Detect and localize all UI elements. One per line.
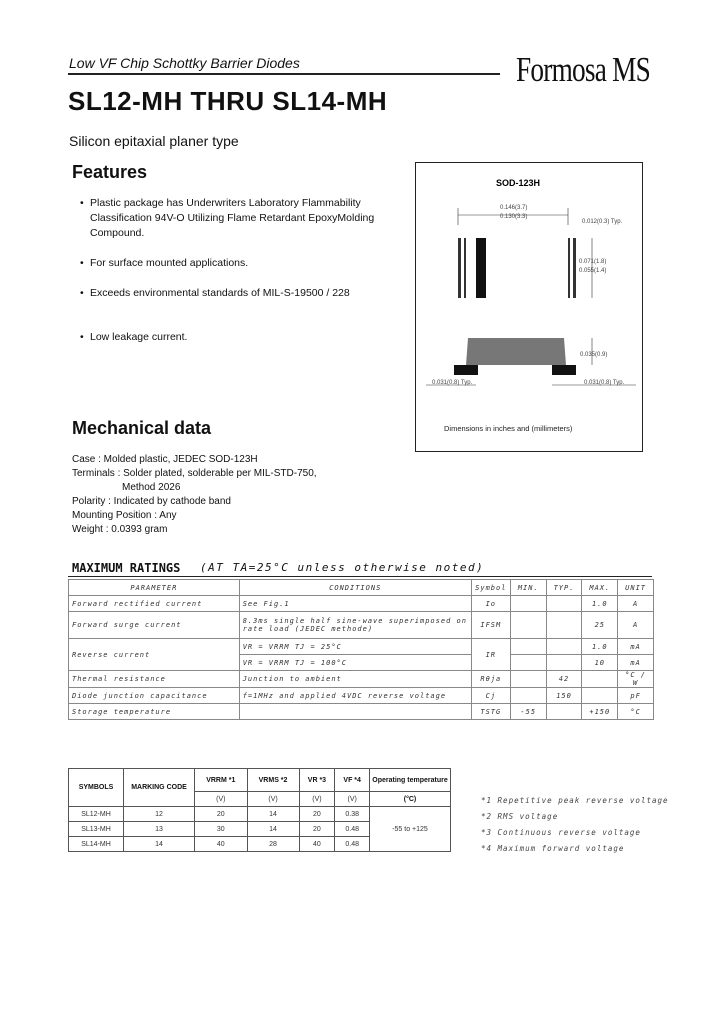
dim-width-max: 0.071(1.8) [579, 259, 607, 265]
dim-width-min: 0.055(1.4) [579, 268, 607, 274]
page-subtitle: Silicon epitaxial planer type [69, 133, 239, 149]
footnote: *1 Repetitive peak reverse voltage [481, 796, 669, 805]
header-rule [68, 73, 500, 75]
mech-line: Case : Molded plastic, JEDEC SOD-123H [72, 454, 258, 465]
package-drawing-box [415, 162, 643, 452]
table-row: Forward surge current 8.3ms single half sine-wave superimposed on rate load (JEDEC methode) IFSM 25 A [69, 612, 654, 639]
feature-item: • Plastic package has Underwriters Laboratory Flammability Classification 94V-O Utilizing Flame Retardant EpoxyMolding Compound. [90, 196, 380, 241]
package-name: SOD-123H [496, 178, 541, 188]
table-row: VR = VRRM TJ = 100°C 10 mA [69, 655, 654, 671]
mechanical-heading: Mechanical data [72, 418, 212, 438]
feature-item: • For surface mounted applications. [90, 256, 380, 271]
dim-lead-left: 0.031(0.8) Typ. [432, 380, 473, 386]
page-title: SL12-MH THRU SL14-MH [68, 86, 388, 116]
table-row: SL13-MH 13 30 14 20 0.48 [69, 822, 451, 837]
mech-line: Method 2026 [122, 482, 181, 493]
footnote: *2 RMS voltage [481, 812, 559, 821]
doc-subtitle: Low VF Chip Schottky Barrier Diodes [69, 55, 300, 71]
table-row: Thermal resistance Junction to ambient Rθja 42 °C / W [69, 671, 654, 688]
table-row: Reverse current VR = VRRM TJ = 25°C IR 1.0 mA [69, 639, 654, 655]
table-header-row: SYMBOLS MARKING CODE VRRM *1 VRMS *2 VR *3 VF *4 Operating temperature [69, 769, 451, 792]
brand-logo: Formosa MS [516, 50, 651, 89]
table-row: Storage temperature TSTG -55 +150 °C [69, 704, 654, 720]
max-ratings-note: (AT TA=25°C unless otherwise noted) [200, 561, 485, 574]
mech-line: Terminals : Solder plated, solderable per MIL-STD-750, [72, 468, 317, 479]
dim-thickness: 0.035(0.9) [580, 352, 608, 358]
mech-line: Weight : 0.0393 gram [72, 524, 168, 535]
max-ratings-title: MAXIMUM RATINGS [72, 561, 181, 575]
table-row: SL14-MH 14 40 28 40 0.48 [69, 837, 451, 852]
max-ratings-rule [68, 576, 652, 577]
dim-lead-right: 0.031(0.8) Typ. [584, 380, 625, 386]
table-row: SL12-MH 12 20 14 20 0.38 -55 to +125 [69, 807, 451, 822]
max-ratings-table [68, 579, 654, 720]
table-units-row: (V) (V) (V) (V) (°C) [69, 792, 451, 807]
footnote: *4 Maximum forward voltage [481, 844, 625, 853]
symbols-table [68, 768, 451, 852]
mech-line: Mounting Position : Any [72, 510, 177, 521]
features-heading: Features [72, 162, 148, 182]
table-row: Diode junction capacitance f=1MHz and applied 4VDC reverse voltage Cj 150 pF [69, 688, 654, 704]
dim-lead-width: 0.012(0.3) Typ. [582, 219, 623, 225]
feature-item: • Low leakage current. [90, 330, 380, 345]
dim-length-min: 0.130(3.3) [500, 214, 528, 220]
package-outline-drawing [416, 163, 642, 451]
footnote: *3 Continuous reverse voltage [481, 828, 641, 837]
dimension-note: Dimensions in inches and (millimeters) [444, 424, 573, 433]
dim-length-max: 0.146(3.7) [500, 205, 528, 211]
feature-item: • Exceeds environmental standards of MIL-S-19500 / 228 [90, 286, 380, 301]
table-row: Forward rectified current See Fig.1 Io 1.0 A [69, 596, 654, 612]
mech-line: Polarity : Indicated by cathode band [72, 496, 231, 507]
table-header-row: PARAMETER CONDITIONS Symbol MIN. TYP. MAX. UNIT [69, 580, 654, 596]
